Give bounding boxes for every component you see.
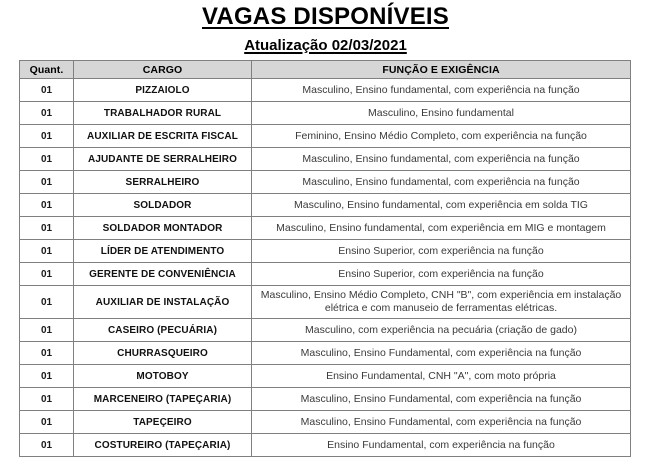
requirements-line: Masculino, Ensino Médio Completo, CNH "B", com experiência em instalação xyxy=(260,289,622,301)
cell-position: SOLDADOR MONTADOR xyxy=(74,217,252,240)
cell-quantity: 01 xyxy=(20,217,74,240)
table-row xyxy=(20,319,631,342)
cell-position: PIZZAIOLO xyxy=(74,79,252,102)
cell-position: SERRALHEIRO xyxy=(74,171,252,194)
cell-requirements: Masculino, Ensino fundamental, com experiência na função xyxy=(252,79,631,102)
table-row xyxy=(20,240,631,263)
cell-requirements: Masculino, com experiência na pecuária (criação de gado) xyxy=(252,319,631,342)
cell-requirements: Feminino, Ensino Médio Completo, com experiência na função xyxy=(252,125,631,148)
cell-quantity: 01 xyxy=(20,102,74,125)
table-row xyxy=(20,342,631,365)
cell-quantity: 01 xyxy=(20,286,74,319)
cell-position: CASEIRO (PECUÁRIA) xyxy=(74,319,252,342)
cell-position: SOLDADOR xyxy=(74,194,252,217)
vacancies-table xyxy=(19,60,631,457)
table-row xyxy=(20,365,631,388)
cell-quantity: 01 xyxy=(20,365,74,388)
cell-quantity: 01 xyxy=(20,194,74,217)
vacancies-table-container xyxy=(19,60,630,457)
table-row xyxy=(20,217,631,240)
cell-quantity: 01 xyxy=(20,171,74,194)
cell-requirements: Ensino Fundamental, com experiência na função xyxy=(252,434,631,457)
cell-quantity: 01 xyxy=(20,148,74,171)
cell-position: AUXILIAR DE INSTALAÇÃO xyxy=(74,286,252,319)
requirements-line: elétrica e com manuseio de ferramentas elétricas. xyxy=(324,302,558,314)
cell-position: COSTUREIRO (TAPEÇARIA) xyxy=(74,434,252,457)
cell-position: TAPEÇEIRO xyxy=(74,411,252,434)
table-header xyxy=(20,61,631,79)
table-row xyxy=(20,263,631,286)
page-title: VAGAS DISPONÍVEIS xyxy=(201,3,449,30)
cell-requirements: Masculino, Ensino fundamental, com experiência na função xyxy=(252,148,631,171)
table-row xyxy=(20,171,631,194)
cell-quantity: 01 xyxy=(20,263,74,286)
table-row xyxy=(20,194,631,217)
cell-requirements: Masculino, Ensino fundamental, com experiência em solda TIG xyxy=(252,194,631,217)
cell-position: AUXILIAR DE ESCRITA FISCAL xyxy=(74,125,252,148)
table-row xyxy=(20,411,631,434)
cell-requirements: Masculino, Ensino Fundamental, com experiência na função xyxy=(252,342,631,365)
table-row xyxy=(20,125,631,148)
column-header-requirements: FUNÇÃO E EXIGÊNCIA xyxy=(252,61,631,79)
cell-requirements: Masculino, Ensino fundamental xyxy=(252,102,631,125)
table-row xyxy=(20,102,631,125)
table-body xyxy=(20,79,631,457)
table-row xyxy=(20,388,631,411)
cell-quantity: 01 xyxy=(20,388,74,411)
cell-quantity: 01 xyxy=(20,79,74,102)
cell-requirements xyxy=(252,286,631,319)
cell-position: AJUDANTE DE SERRALHEIRO xyxy=(74,148,252,171)
cell-requirements: Masculino, Ensino fundamental, com experiência em MIG e montagem xyxy=(252,217,631,240)
cell-requirements: Masculino, Ensino Fundamental, com experiência na função xyxy=(252,411,631,434)
table-row xyxy=(20,286,631,319)
table-row xyxy=(20,434,631,457)
cell-requirements: Masculino, Ensino fundamental, com experiência na função xyxy=(252,171,631,194)
cell-requirements: Ensino Superior, com experiência na função xyxy=(252,263,631,286)
cell-requirements: Masculino, Ensino Fundamental, com experiência na função xyxy=(252,388,631,411)
cell-quantity: 01 xyxy=(20,125,74,148)
last-updated-subtitle: Atualização 02/03/2021 xyxy=(244,37,407,54)
table-header-row xyxy=(20,61,631,79)
title-block xyxy=(0,0,651,57)
table-row xyxy=(20,148,631,171)
cell-quantity: 01 xyxy=(20,411,74,434)
cell-quantity: 01 xyxy=(20,342,74,365)
cell-requirements: Ensino Fundamental, CNH "A", com moto própria xyxy=(252,365,631,388)
cell-position: LÍDER DE ATENDIMENTO xyxy=(74,240,252,263)
cell-position: MOTOBOY xyxy=(74,365,252,388)
cell-position: MARCENEIRO (TAPEÇARIA) xyxy=(74,388,252,411)
cell-requirements: Ensino Superior, com experiência na função xyxy=(252,240,631,263)
cell-position: CHURRASQUEIRO xyxy=(74,342,252,365)
column-header-position: CARGO xyxy=(74,61,252,79)
cell-quantity: 01 xyxy=(20,240,74,263)
cell-position: TRABALHADOR RURAL xyxy=(74,102,252,125)
table-row xyxy=(20,79,631,102)
cell-position: GERENTE DE CONVENIÊNCIA xyxy=(74,263,252,286)
cell-quantity: 01 xyxy=(20,319,74,342)
cell-quantity: 01 xyxy=(20,434,74,457)
column-header-quantity: Quant. xyxy=(20,61,74,79)
